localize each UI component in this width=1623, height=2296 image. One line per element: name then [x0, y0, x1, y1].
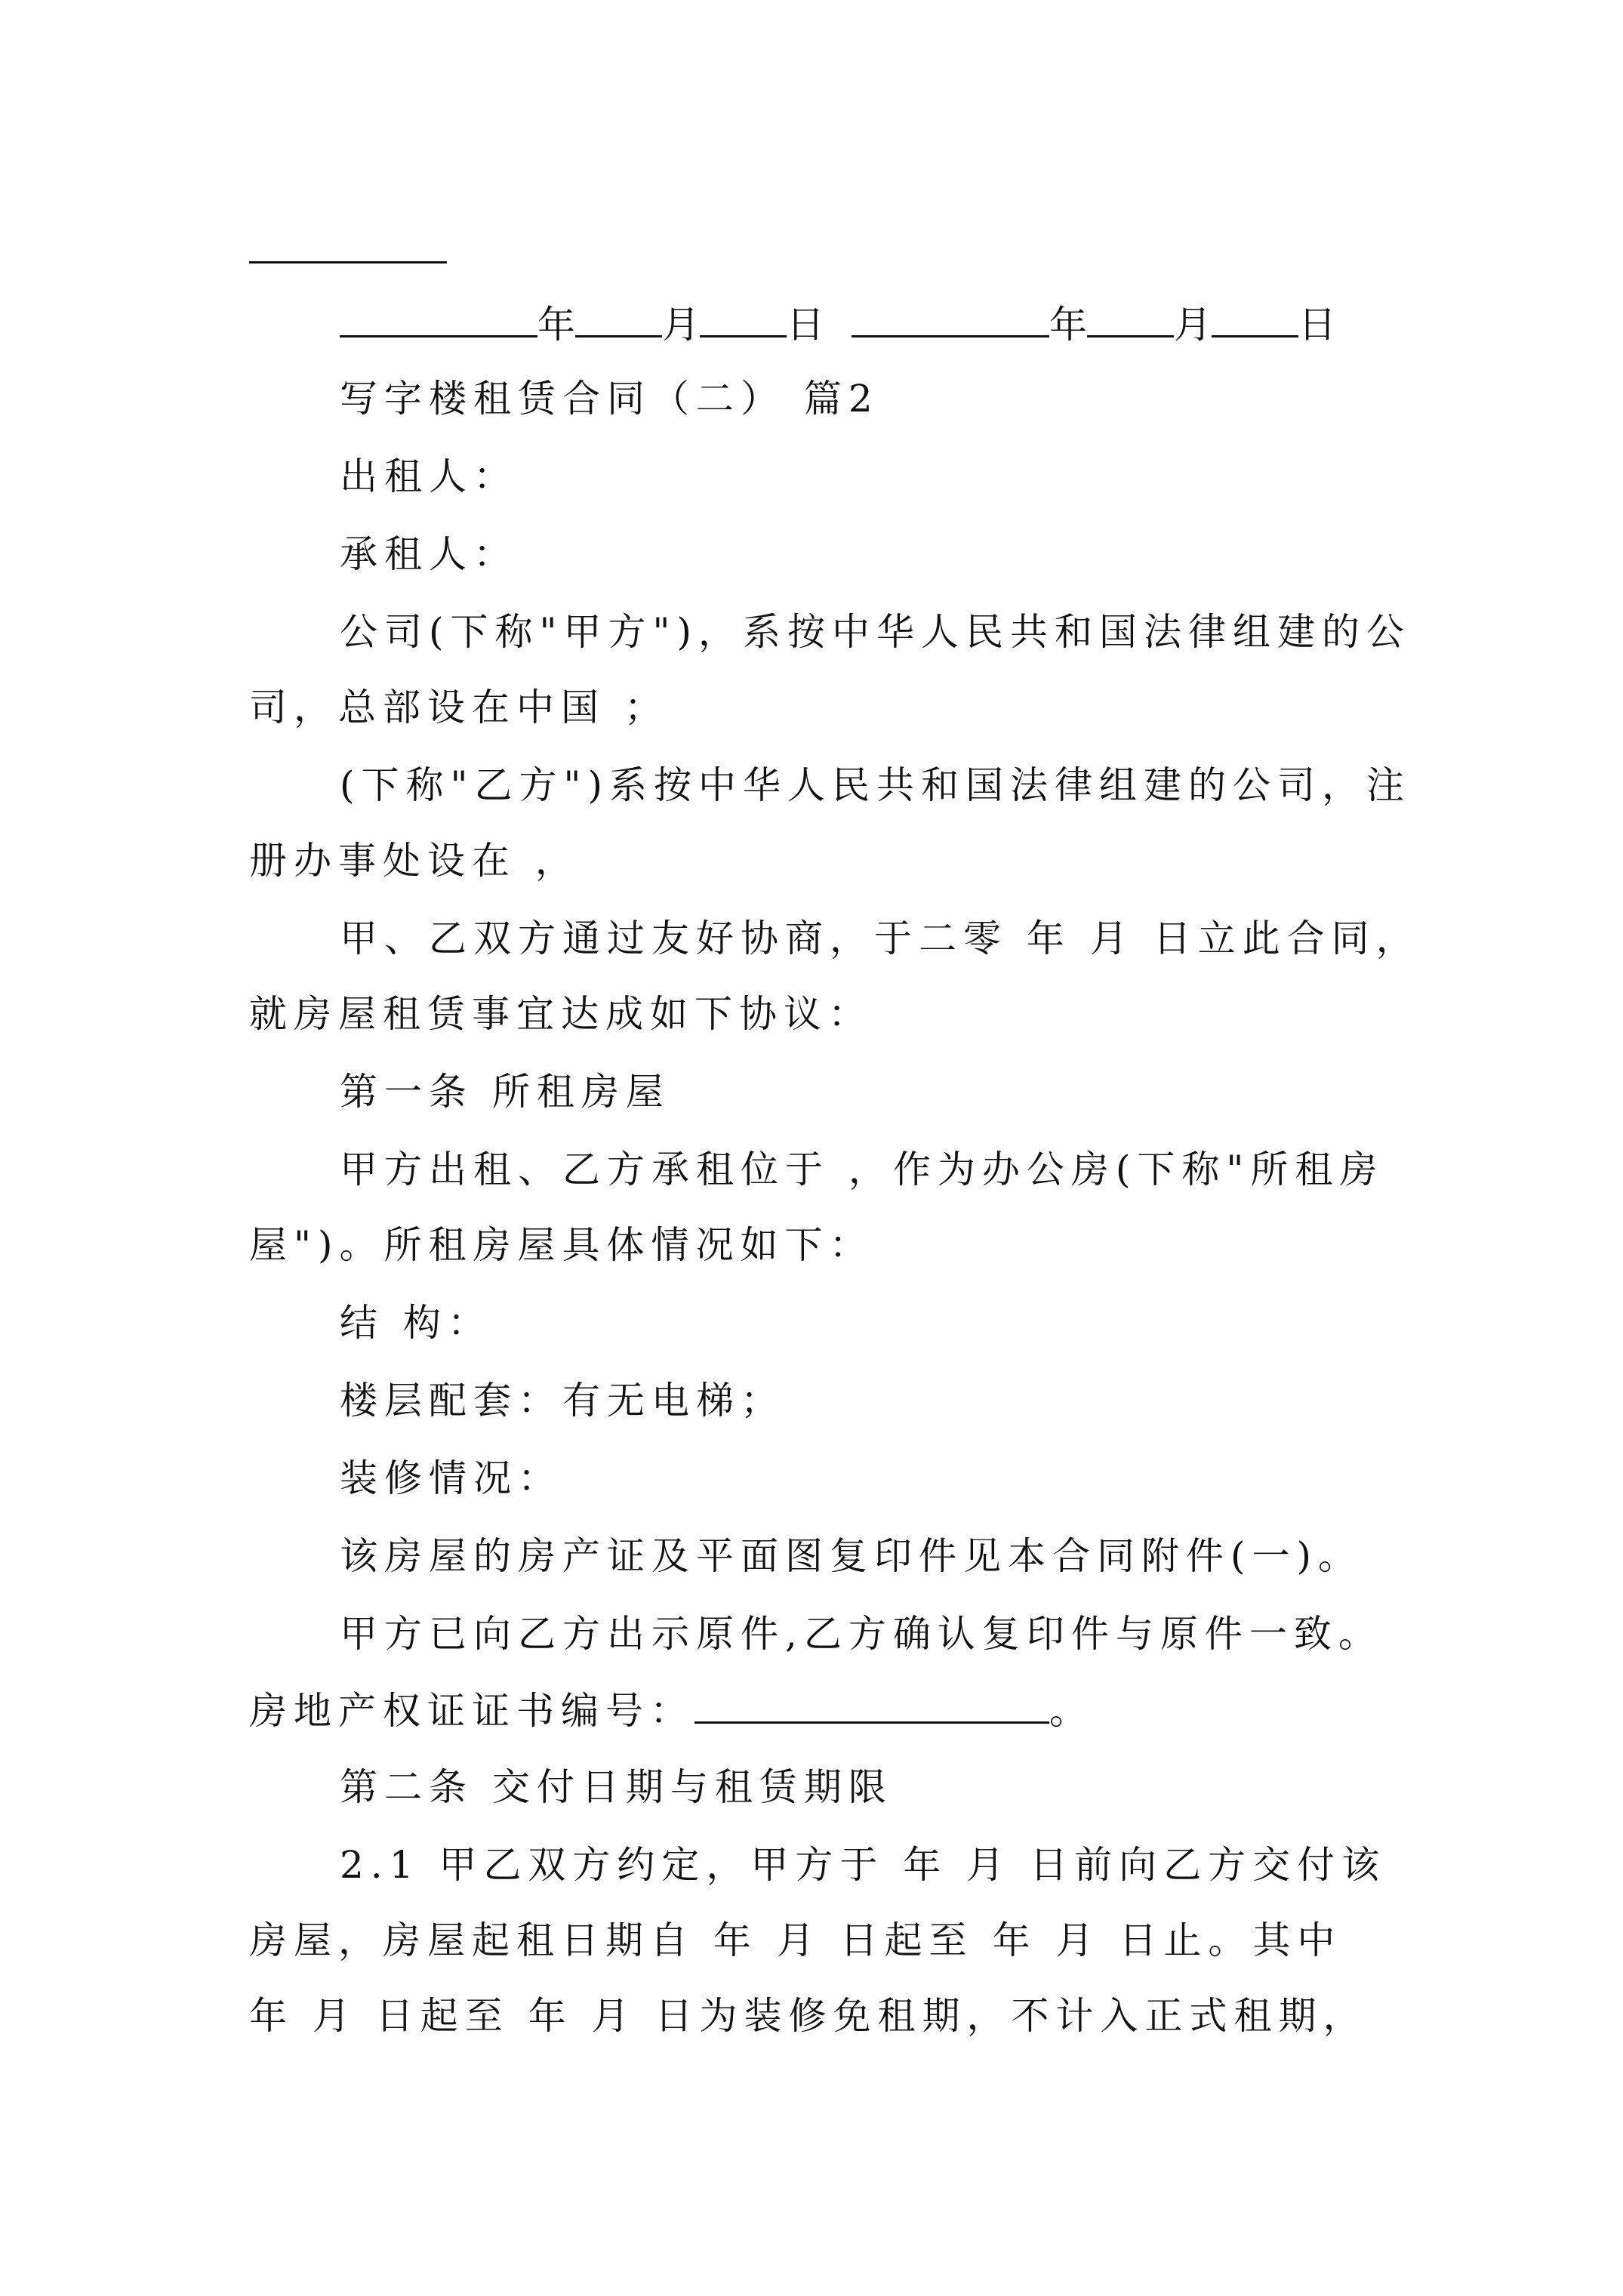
day-blank-1	[700, 300, 787, 337]
signature-blank-line	[249, 261, 447, 264]
original-confirmation-text: 甲方已向乙方出示原件,乙方确认复印件与原件一致。	[340, 1612, 1383, 1656]
day-label-2: 日	[1298, 303, 1336, 347]
signature-date-row	[340, 300, 1336, 346]
year-blank-2	[852, 300, 1049, 337]
month-blank-1	[575, 300, 662, 337]
article-1-heading: 第一条 所租房屋	[340, 1070, 670, 1114]
party-b-text-2: 册办事处设在 ，	[249, 839, 580, 883]
party-a-text-2: 司，总部设在中国 ；	[249, 686, 669, 729]
year-label-2: 年	[1049, 303, 1087, 347]
party-b-text-1: (下称"乙方")系按中华人民共和国法律组建的公司，注	[340, 763, 1412, 807]
year-blank-1	[340, 300, 537, 337]
lessor-label: 出租人：	[340, 455, 518, 498]
delivery-term-text-3: 年 月 日起至 年 月 日为装修免租期，不计入正式租期，	[249, 1994, 1368, 2038]
certificate-copy-text: 该房屋的房产证及平面图复印件见本合同附件(一)。	[340, 1534, 1363, 1578]
lessee-label: 承租人：	[340, 532, 518, 576]
premises-text-2: 屋")。所租房屋具体情况如下：	[249, 1223, 874, 1267]
delivery-term-text-2: 房屋，房屋起租日期自 年 月 日起至 年 月 日止。其中	[249, 1918, 1342, 1962]
month-blank-2	[1087, 300, 1174, 337]
article-2-heading: 第二条 交付日期与租赁期限	[340, 1765, 893, 1809]
month-label-2: 月	[1174, 303, 1212, 347]
day-blank-2	[1212, 300, 1298, 337]
certificate-number-end: 。	[1049, 1689, 1094, 1733]
certificate-number-row	[249, 1687, 1404, 1732]
year-label-1: 年	[537, 303, 575, 347]
certificate-number-blank	[694, 1687, 1049, 1724]
agreement-text-1: 甲、乙双方通过友好协商，于二零 年 月 日立此合同，	[340, 917, 1421, 960]
certificate-number-label: 房地产权证证书编号：	[249, 1689, 694, 1733]
floor-facilities-text: 楼层配套：有无电梯；	[340, 1379, 785, 1422]
party-a-text-1: 公司(下称"甲方")，系按中华人民共和国法律组建的公	[340, 610, 1412, 654]
month-label-1: 月	[662, 303, 700, 347]
decoration-label: 装修情况：	[340, 1456, 562, 1500]
delivery-term-text-1: 2.1 甲乙双方约定，甲方于 年 月 日前向乙方交付该	[340, 1843, 1387, 1887]
section-heading: 写字楼租赁合同（二） 篇2	[340, 377, 879, 421]
agreement-text-2: 就房屋租赁事宜达成如下协议：	[249, 992, 873, 1036]
day-label-1: 日	[787, 303, 824, 347]
structure-label: 结 构：	[340, 1301, 492, 1345]
premises-text-1: 甲方出租、乙方承租位于 ，作为办公房(下称"所租房	[340, 1148, 1384, 1191]
